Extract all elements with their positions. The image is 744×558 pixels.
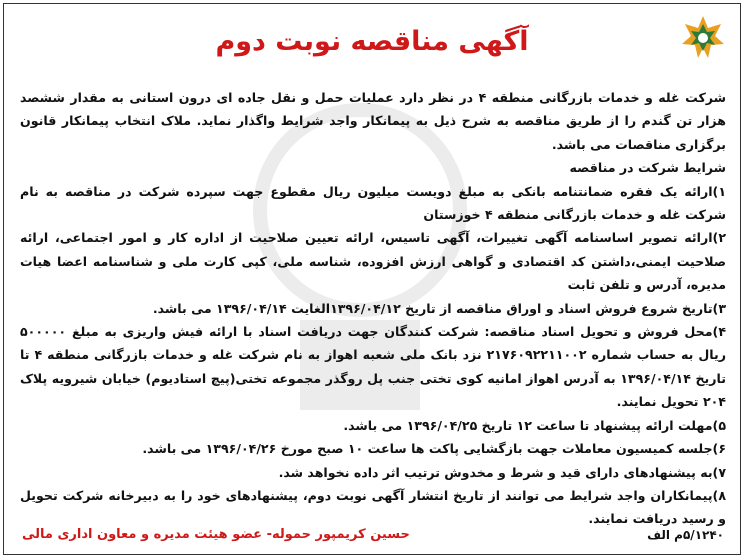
signature-line: حسین کریمپور حموله- عضو هیئت مدیره و معاون اداری مالی	[22, 527, 410, 542]
intro-paragraph: شرکت غله و خدمات بازرگانی منطقه ۴ در نظر دارد عملیات حمل و نقل جاده ای درون استانی به مقدار ششصد هزار تن گندم را از طریق مناقصه به شرح ذیل به پیمانکار واجد شرایط واگذار نماید. ملاک انتخاب پیمانکار قانون برگزاری مناقصات می باشد.	[20, 90, 726, 152]
condition-item: ۷)به پیشنهادهای دارای قید و شرط و مخدوش ترتیب اثر داده نخواهد شد.	[278, 464, 726, 480]
condition-item: ۱)ارائه یک فقره ضمانتنامه بانکی به مبلغ دویست میلیون ریال مقطوع جهت سپرده شرکت در مناقصه به نام شرکت غله و خدمات بازرگانی منطقه ۴ خوزستان	[20, 183, 726, 223]
notice-code: ۵/۱۲۴۰م الف	[647, 528, 724, 542]
condition-item: ۶)جلسه کمیسیون معاملات جهت بازگشایی پاکت ها ساعت ۱۰ صبح مورخ ۱۳۹۶/۰۴/۲۶ می باشد.	[142, 441, 726, 457]
condition-item: ۸)پیمانکاران واجد شرایط می توانند از تاریخ انتشار آگهی نوبت دوم، پیشنهادهای خود را به دبیرخانه شرکت تحویل و رسید دریافت نمایند.	[20, 487, 726, 527]
notice-body	[20, 86, 726, 531]
condition-item: ۵)مهلت ارائه پیشنهاد تا ساعت ۱۲ تاریخ ۱۳۹۶/۰۴/۲۵ می باشد.	[343, 417, 726, 433]
condition-item: ۴)محل فروش و تحویل اسناد مناقصه: شرکت کنندگان جهت دریافت اسناد با ارائه فیش واریزی به مبلغ ۵۰۰۰۰۰ ریال به حساب شماره ۲۱۷۶۰۹۲۲۱۱۰۰۲ نزد بانک ملی شعبه اهواز به نام شرکت غله و خدمات بازرگانی منطقه ۴ تا تاریخ ۱۳۹۶/۰۴/۱۴ به آدرس اهواز امانیه کوی تختی جنب پل روگذر مجموعه تختی(پیچ استادیوم) خیابان شیرویه پلاک ۲۰۴ تحویل نمایند.	[20, 324, 726, 410]
page-title: آگهی مناقصه نوبت دوم	[215, 26, 529, 57]
condition-item: ۲)ارائه تصویر اساسنامه آگهی تغییرات، آگهی تاسیس، ارائه تعیین صلاحیت از اداره کار و امور اجتماعی، ارائه صلاحیت ایمنی،داشتن کد اقتصادی و گواهی ارزش افزوده، شناسه ملی، کپی کارت ملی و شناسنامه اعضا هیات مدیره، آدرس و تلفن ثابت	[20, 230, 726, 293]
conditions-heading: شرایط شرکت در مناقصه	[569, 160, 726, 176]
condition-item: ۳)تاریخ شروع فروش اسناد و اوراق مناقصه از تاریخ ۱۳۹۶/۰۴/۱۲الغایت ۱۳۹۶/۰۴/۱۴ می باشد.	[152, 300, 726, 316]
